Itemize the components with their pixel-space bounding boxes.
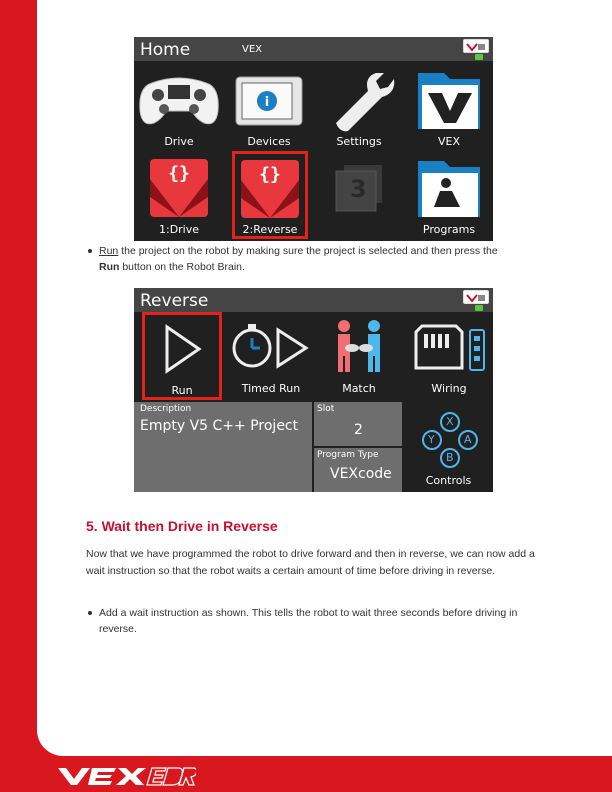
run-instruction bbox=[99, 243, 539, 275]
tile-slot-3[interactable] bbox=[314, 155, 404, 241]
vex-edr-logo bbox=[56, 765, 196, 792]
players-icon bbox=[314, 316, 404, 376]
tile-vex[interactable] bbox=[404, 67, 493, 153]
program-type-panel bbox=[314, 448, 402, 492]
timed-run-label: Timed Run bbox=[241, 382, 301, 395]
description-panel bbox=[134, 402, 312, 492]
run-text-2: button on the Robot Brain. bbox=[119, 261, 245, 273]
tile-program-1[interactable] bbox=[134, 155, 224, 241]
slot-label: Slot bbox=[317, 404, 335, 414]
tile-program-2[interactable] bbox=[232, 151, 308, 239]
reverse-screen bbox=[134, 288, 493, 492]
controls-label: Controls bbox=[425, 474, 472, 487]
button-x: X bbox=[446, 415, 454, 428]
home-header bbox=[134, 37, 493, 61]
bullet-dot bbox=[88, 611, 92, 615]
tile-settings-label: Settings bbox=[336, 135, 382, 148]
wait-instruction: Add a wait instruction as shown. This tells the robot to wait three seconds before driving in reverse. bbox=[99, 607, 518, 635]
logo-graphic bbox=[56, 765, 196, 787]
svg-text:{}: {} bbox=[259, 164, 281, 185]
program-type-label: Program Type bbox=[317, 450, 379, 460]
svg-text:{}: {} bbox=[168, 163, 190, 184]
controller-icon bbox=[134, 67, 224, 133]
button-y: Y bbox=[428, 433, 435, 446]
match-button[interactable] bbox=[314, 316, 404, 400]
battery-level bbox=[475, 54, 483, 60]
run-bold: Run bbox=[99, 261, 120, 273]
controls-button[interactable] bbox=[404, 402, 493, 492]
section-heading: 5. Wait then Drive in Reverse bbox=[86, 518, 278, 534]
tile-vex-label: VEX bbox=[437, 135, 460, 148]
wiring-label: Wiring bbox=[431, 382, 467, 395]
tile-programs-label: Programs bbox=[422, 223, 476, 236]
tile-program-1-label: 1:Drive bbox=[158, 223, 200, 236]
tile-programs[interactable] bbox=[404, 155, 493, 241]
run-button[interactable] bbox=[142, 312, 222, 400]
home-screen bbox=[134, 37, 493, 241]
description-value: Empty V5 C++ Project bbox=[140, 418, 299, 434]
home-subtitle: VEX bbox=[242, 44, 263, 55]
wrench-icon bbox=[314, 67, 404, 133]
program-type-value: VEXcode bbox=[330, 466, 392, 482]
program-icon bbox=[235, 154, 305, 220]
tile-settings[interactable] bbox=[314, 67, 404, 153]
tile-drive-label: Drive bbox=[164, 135, 194, 148]
brain-icon bbox=[224, 67, 314, 133]
battery-level bbox=[475, 305, 483, 311]
battery-icon bbox=[463, 290, 489, 304]
tile-devices-label: Devices bbox=[247, 135, 291, 148]
button-b: B bbox=[446, 451, 454, 464]
wiring-button[interactable] bbox=[404, 316, 493, 400]
slot-value: 2 bbox=[354, 422, 363, 438]
tile-devices[interactable] bbox=[224, 67, 314, 153]
battery-icon bbox=[463, 39, 489, 53]
tile-program-2-label: 2:Reverse bbox=[242, 223, 298, 236]
port-icon bbox=[404, 316, 493, 376]
timed-run-button[interactable] bbox=[226, 316, 316, 400]
run-text-1: the project on the robot by making sure the project is selected and then press the bbox=[118, 245, 498, 257]
timer-play-icon bbox=[226, 316, 316, 376]
run-link[interactable]: Run bbox=[99, 245, 119, 257]
match-label: Match bbox=[342, 382, 376, 395]
program-icon bbox=[134, 155, 224, 221]
play-icon bbox=[145, 317, 219, 377]
reverse-title: Reverse bbox=[140, 291, 209, 311]
tile-drive[interactable] bbox=[134, 67, 224, 153]
home-title: Home bbox=[140, 40, 191, 60]
run-label: Run bbox=[171, 384, 193, 397]
programs-folder-icon bbox=[404, 155, 493, 221]
vex-folder-icon bbox=[404, 67, 493, 133]
slot-3-number: 3 bbox=[350, 175, 367, 203]
svg-text:i: i bbox=[264, 95, 270, 110]
slot-panel bbox=[314, 402, 402, 446]
bullet-dot bbox=[88, 249, 92, 253]
button-a: A bbox=[464, 433, 472, 446]
description-label: Description bbox=[140, 404, 192, 414]
reverse-header bbox=[134, 288, 493, 312]
section-paragraph: Now that we have programmed the robot to drive forward and then in reverse, we can now add a wait instruction so that the robot waits a certain amount of time before driving in reverse. bbox=[86, 548, 535, 577]
